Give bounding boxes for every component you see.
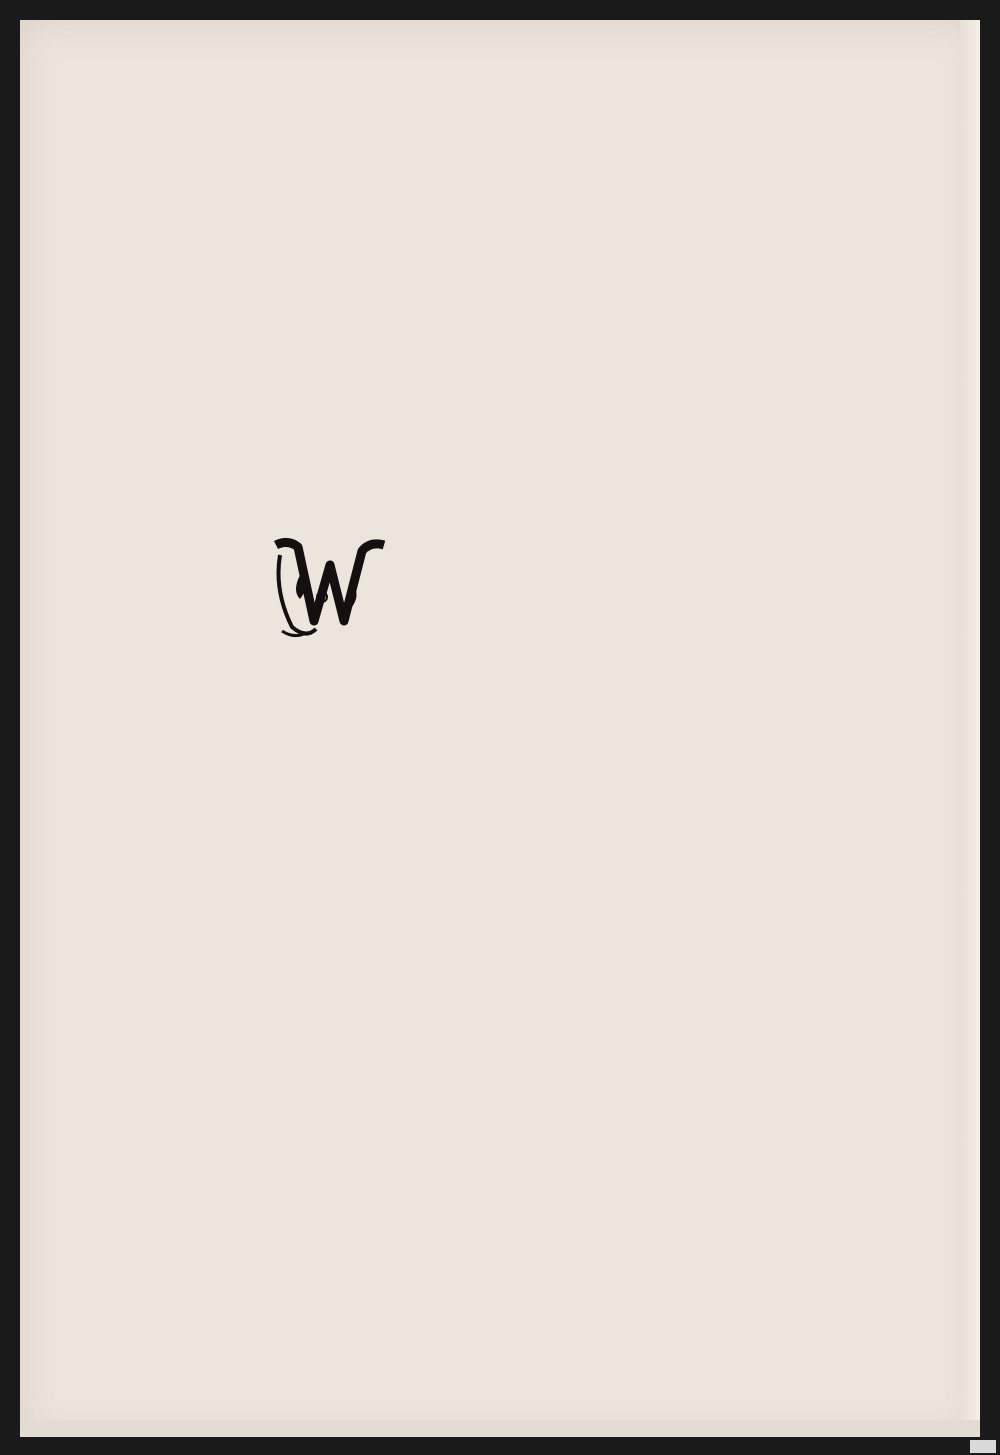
footer-bar (0, 1437, 1000, 1455)
dfg-logo (970, 1440, 996, 1453)
page-edge (960, 20, 980, 1438)
book-page (20, 20, 980, 1438)
decorated-initial-letter (270, 535, 390, 645)
section-heading (20, 460, 980, 530)
page-bottom-edge (20, 1420, 980, 1438)
